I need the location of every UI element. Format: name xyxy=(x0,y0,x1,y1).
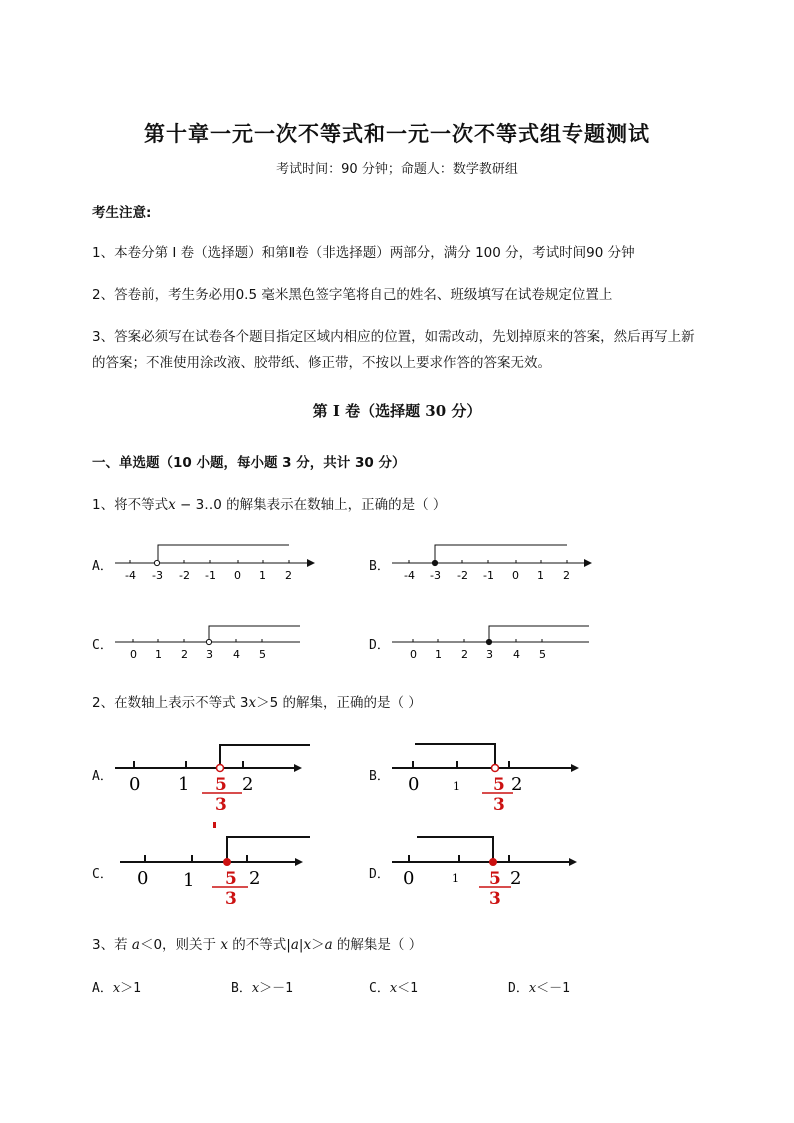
label-two: 2 xyxy=(249,868,261,889)
tick-label: 4 xyxy=(513,648,520,661)
tick-label: 1 xyxy=(155,648,162,661)
tick-label: 0 xyxy=(234,569,241,582)
q3-var-a2: a xyxy=(290,937,299,953)
tick-label: -1 xyxy=(483,569,494,582)
axis-arrow xyxy=(569,858,577,866)
tick-label: -4 xyxy=(125,569,136,582)
q3-option-b-letter: B． xyxy=(231,981,252,996)
q1-option-d-label[interactable]: D． xyxy=(369,638,390,653)
tick-label: -4 xyxy=(404,569,415,582)
q1-option-c-label[interactable]: C． xyxy=(92,638,113,653)
open-endpoint xyxy=(206,639,211,644)
tick-label: -2 xyxy=(179,569,190,582)
tick-label: 3 xyxy=(486,648,493,661)
q2-option-b-number-line xyxy=(389,738,589,818)
fraction-numerator: 5 xyxy=(225,869,237,889)
q1-option-b-label[interactable]: B． xyxy=(369,559,390,574)
tick-label: -1 xyxy=(205,569,216,582)
q2-option-b-label[interactable]: B． xyxy=(369,769,390,784)
solution-bracket xyxy=(415,744,495,765)
label-one: 1 xyxy=(452,872,459,885)
q3-option-c-var: x xyxy=(389,981,398,996)
fraction-denominator: 3 xyxy=(215,795,227,815)
q3-option-b[interactable] xyxy=(231,977,293,996)
q2-option-d-label[interactable]: D． xyxy=(369,867,390,882)
q1-var: x xyxy=(168,497,176,513)
open-endpoint xyxy=(154,560,159,565)
question-2-stem xyxy=(92,691,422,711)
q1-option-d-number-line xyxy=(389,617,594,663)
q3-option-b-var: x xyxy=(251,981,260,996)
tick-label: 0 xyxy=(410,648,417,661)
q1-prefix: 1、将不等式 xyxy=(92,497,169,513)
tick-label: 5 xyxy=(259,648,266,661)
label-two: 2 xyxy=(242,774,254,795)
q2-prefix: 2、在数轴上表示不等式 3 xyxy=(92,695,249,711)
tick-label: 5 xyxy=(539,648,546,661)
tick-label: 1 xyxy=(435,648,442,661)
q3-option-a-letter: A． xyxy=(92,981,113,996)
axis-arrow xyxy=(307,559,315,567)
q1-math: − 3‥0 xyxy=(175,497,222,513)
q3-var-a: a xyxy=(131,937,140,953)
question-3-stem xyxy=(92,933,422,953)
label-zero: 0 xyxy=(408,774,420,795)
tick-label: 2 xyxy=(461,648,468,661)
q3-option-d-rel: ＜－1 xyxy=(536,981,570,996)
tick-label: -3 xyxy=(152,569,163,582)
page-title: 第十章一元一次不等式和一元一次不等式组专题测试 xyxy=(144,121,650,146)
stray-mark xyxy=(213,822,216,828)
label-two: 2 xyxy=(510,868,522,889)
label-zero: 0 xyxy=(129,774,141,795)
section-title: 第 I 卷（选择题 30 分） xyxy=(312,402,482,420)
q1-option-a-label[interactable]: A． xyxy=(92,559,113,574)
tick-label: 2 xyxy=(181,648,188,661)
solution-bracket xyxy=(227,837,310,862)
notice-item-2: 2、答卷前，考生务必用0.5 毫米黑色签字笔将自己的姓名、班级填写在试卷规定位置上 xyxy=(92,287,613,303)
part-heading: 一、单选题（10 小题，每小题 3 分，共计 30 分） xyxy=(92,455,406,471)
tick-label: 0 xyxy=(130,648,137,661)
tick-label: 0 xyxy=(512,569,519,582)
q3-option-a[interactable] xyxy=(92,977,141,996)
q3-option-c-letter: C． xyxy=(369,981,390,996)
q3-option-a-var: x xyxy=(112,981,121,996)
q3-suffix: 的解集是（ ） xyxy=(332,937,423,953)
q1-option-b-number-line xyxy=(389,538,594,584)
q3-option-d-letter: D． xyxy=(508,981,529,996)
q3-gt: ＞ xyxy=(311,937,325,953)
q3-option-a-rel: ＞1 xyxy=(120,981,141,996)
q2-option-c-number-line xyxy=(112,832,312,912)
label-one: 1 xyxy=(453,780,460,793)
q3-option-d[interactable] xyxy=(508,977,570,996)
fraction-denominator: 3 xyxy=(489,889,501,909)
axis-arrow xyxy=(571,764,579,772)
q3-option-c-rel: ＜1 xyxy=(397,981,418,996)
closed-endpoint xyxy=(490,859,497,866)
solution-bracket xyxy=(417,837,493,862)
closed-endpoint xyxy=(432,560,437,565)
q2-option-d-number-line xyxy=(389,832,589,912)
notice-heading: 考生注意: xyxy=(92,205,152,221)
q1-option-a-number-line xyxy=(112,538,317,584)
q1-option-c-number-line xyxy=(112,617,307,663)
solution-bracket xyxy=(489,626,589,642)
q3-var-x: x xyxy=(220,937,228,953)
fraction-numerator: 5 xyxy=(493,775,505,795)
q2-option-a-number-line xyxy=(112,738,312,818)
q2-option-c-label[interactable]: C． xyxy=(92,867,113,882)
tick-label: 2 xyxy=(563,569,570,582)
tick-label: 3 xyxy=(206,648,213,661)
q3-mid3: | xyxy=(298,937,304,953)
tick-label: 1 xyxy=(259,569,266,582)
axis-arrow xyxy=(294,764,302,772)
q2-var: x xyxy=(248,695,257,711)
fraction-numerator: 5 xyxy=(215,775,227,795)
tick-label: 2 xyxy=(285,569,292,582)
fraction-denominator: 3 xyxy=(225,889,237,909)
closed-endpoint xyxy=(486,639,491,644)
label-one: 1 xyxy=(183,870,195,891)
fraction-numerator: 5 xyxy=(489,869,501,889)
label-one: 1 xyxy=(178,774,190,795)
notice-item-3: 3、答案必须写在试卷各个题目指定区域内相应的位置，如需改动，先划掉原来的答案，然后再写上新 xyxy=(92,329,695,345)
q3-var-x2: x xyxy=(303,937,312,953)
label-zero: 0 xyxy=(403,868,415,889)
q1-suffix: 的解集表示在数轴上，正确的是（ ） xyxy=(221,497,447,513)
q3-prefix: 3、若 xyxy=(92,937,132,953)
q3-mid: ＜0，则关于 xyxy=(139,937,221,953)
question-1-stem xyxy=(92,493,446,513)
tick-label: -3 xyxy=(430,569,441,582)
fraction-denominator: 3 xyxy=(493,795,505,815)
q2-option-a-label[interactable]: A． xyxy=(92,769,113,784)
tick-label: 1 xyxy=(537,569,544,582)
solution-bracket xyxy=(220,745,310,765)
solution-bracket xyxy=(209,626,300,639)
label-two: 2 xyxy=(511,774,523,795)
open-endpoint xyxy=(492,765,499,772)
q2-suffix: ＞5 的解集，正确的是（ ） xyxy=(256,695,422,711)
exam-info: 考试时间：90 分钟；命题人：数学教研组 xyxy=(276,162,518,177)
notice-item-1: 1、本卷分第 I 卷（选择题）和第Ⅱ卷（非选择题）两部分，满分 100 分，考试时间90 分钟 xyxy=(92,245,635,261)
q3-var-a3: a xyxy=(324,937,333,953)
closed-endpoint xyxy=(224,859,231,866)
solution-bracket xyxy=(435,545,567,563)
q3-mid2: 的不等式| xyxy=(227,937,291,953)
label-zero: 0 xyxy=(137,868,149,889)
q3-option-d-var: x xyxy=(528,981,537,996)
open-endpoint xyxy=(217,765,224,772)
notice-item-3-cont: 的答案；不准使用涂改液、胶带纸、修正带，不按以上要求作答的答案无效。 xyxy=(92,355,551,371)
solution-bracket xyxy=(158,545,289,560)
axis-arrow xyxy=(295,858,303,866)
tick-label: 4 xyxy=(233,648,240,661)
q3-option-c[interactable] xyxy=(369,977,418,996)
axis-arrow xyxy=(584,559,592,567)
q3-option-b-rel: ＞－1 xyxy=(259,981,293,996)
tick-label: -2 xyxy=(457,569,468,582)
